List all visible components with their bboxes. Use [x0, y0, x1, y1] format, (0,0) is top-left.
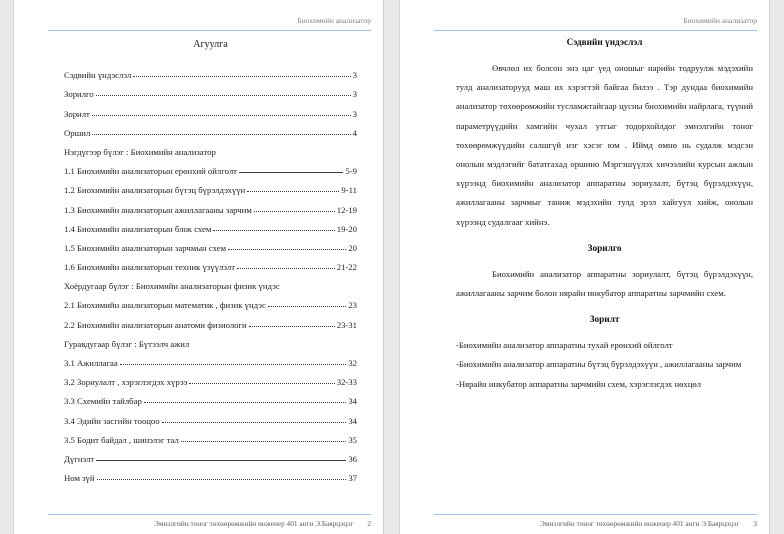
toc-leader [120, 364, 347, 365]
toc-entry[interactable] [64, 349, 357, 368]
toc-entry-label: Нэгдүгээр бүлэг : Биохимийн анализатор [64, 146, 216, 157]
toc-entry-label: Гуравдугаар бүлэг : Бүтээлч ажил [64, 338, 190, 349]
toc-page-number: 3 [352, 108, 357, 119]
toc-entry[interactable] [64, 426, 357, 445]
toc-entry[interactable] [64, 99, 357, 118]
page-header [434, 16, 757, 31]
page-number: 3 [753, 519, 757, 528]
toc-page-number: 19-20 [336, 223, 357, 234]
toc-entry[interactable] [64, 445, 357, 464]
toc-page-number: 20 [348, 242, 357, 253]
footer-text: Эмнэлгийн тоног төхөөрөмжийн инженер 401 анги Э.Баярцэцэг [540, 519, 740, 528]
toc-page-number: 32 [348, 358, 357, 368]
page-number: 2 [367, 519, 371, 528]
toc-entry-label: 3.3 Схемийн тайлбар [64, 396, 142, 407]
toc-page-number: 9-11 [341, 185, 357, 196]
toc-leader [97, 479, 347, 480]
document-page-left[interactable] [13, 0, 384, 534]
toc-page-number: 3 [352, 89, 357, 100]
toc-entry-label: Оршил [64, 127, 91, 138]
toc-leader [237, 268, 335, 269]
toc-title: Агуулга [193, 39, 228, 50]
toc-entry[interactable] [64, 234, 357, 253]
toc-leader [254, 211, 335, 212]
toc-leader [96, 95, 351, 96]
toc-leader [189, 383, 334, 384]
toc-page-number: 36 [348, 453, 357, 464]
toc-page-number: 37 [348, 473, 357, 484]
toc-leader [249, 326, 335, 327]
toc-entry-label: Зорилт [64, 108, 90, 119]
toc-page-number: 21-22 [336, 262, 357, 273]
paragraph: Биохимийн анализатор аппаратны зориулалт, бүтэц бүрэлдэхүүн, ажиллагааны зарчим болон нярайн инкубатор аппаратны зарчмийн схем. [456, 268, 753, 299]
page-header [48, 16, 371, 31]
toc-entry[interactable] [64, 119, 357, 138]
footer-text: Эмнэлгийн тоног төхөөрөмжийн инженер 401 анги Э.Баярцэцэг [154, 519, 354, 528]
toc-entry[interactable] [64, 464, 357, 483]
section-heading: Зорилго [587, 243, 622, 254]
toc-leader [268, 306, 346, 307]
toc-entry[interactable] [64, 195, 357, 214]
running-head: Биохимийн анализатор [297, 16, 371, 25]
toc-entry-label: 3.1 Ажиллагаа [64, 358, 118, 368]
toc-entry[interactable] [64, 368, 357, 387]
toc-section-heading [64, 330, 357, 349]
toc-entry-label: 1.1 Биохимийн анализаторын ерөнхий ойлголт [64, 166, 237, 177]
page-footer [434, 514, 757, 528]
toc-entry[interactable] [64, 176, 357, 195]
section-heading: Сэдвийн үндэслэл [566, 38, 643, 48]
toc-leader [133, 76, 350, 77]
toc-page-number: 23-31 [336, 319, 357, 330]
toc-page-number: 34 [348, 415, 357, 426]
toc-leader [247, 191, 339, 192]
page-footer [48, 514, 371, 528]
toc-leader [96, 460, 346, 461]
toc-page-number: 23 [348, 300, 357, 311]
toc-page-number: 3 [352, 70, 357, 81]
toc-entry-label: Сэдвийн үндэслэл [64, 70, 132, 81]
toc-page-number: 4 [352, 127, 357, 138]
toc-entry-label: Зорилго [64, 89, 94, 100]
paragraph: -Нярайн инкубатор аппаратны зарчмийн схем, хэрэглэгдэх нөхцөл [456, 378, 702, 389]
toc-entry[interactable] [64, 291, 357, 310]
toc-leader [228, 249, 346, 250]
paragraph: -Биохимийн анализатор аппаратны бүтэц бүрэлдэхүүн , ажиллагааны зарчим [456, 359, 742, 370]
toc-leader [144, 402, 347, 403]
toc-entry-label: Хоёрдугаар бүлэг : Биохимийн анализаторын физик үндэс [64, 281, 280, 292]
document-page-right[interactable] [399, 0, 770, 534]
paragraph: Өвчлөл их болсон энэ цаг үед оношыг нарийн тодруулж мэдэхийн тулд анализаторууд маш их хэрэгтэй байгаа билээ . Тэр дундаа биохимийн анализатор төхөөрөмжийн тусламжтайгаар цусны биохимийн найрлага, түүний параметрүүдийн хамгийн чухал утгыг тодорхойлдог эмнэлгийн тоног төхөөрөмжүүдийн салшгүй нэг хэсэг юм . Иймд өмнө нь судалж мэдсэн онолын мэдлэгийг бататгахад оршино Мэргэшүүлэх хичээлийн курсын ажлын хүрээнд биохимийн анализатор аппаратны зориулалт, бүтэц бүрэлдэхүүн, ажиллагааны зарчмыг таниж мэдэхийн тулд эрэл хайгуул хийж, онолын хүрээнд судалгааг хийнэ. [456, 63, 753, 227]
toc-section-heading [64, 138, 357, 157]
toc-entry-label: Ном зүй [64, 473, 95, 484]
toc-entry[interactable] [64, 215, 357, 234]
toc-page-number: 34 [348, 396, 357, 407]
toc-entry-label: 3.2 Зориулалт , хэрэглэгдэх хүрээ [64, 377, 188, 388]
toc-leader [92, 115, 351, 116]
toc-list [64, 61, 357, 483]
toc-leader [162, 422, 347, 423]
toc-leader [181, 441, 347, 442]
section-heading: Зорилт [589, 315, 620, 326]
toc-entry-label: 3.5 Бодит байдал , шинэлэг тал [64, 434, 179, 445]
running-head: Биохимийн анализатор [683, 16, 757, 25]
toc-leader [213, 230, 334, 231]
toc-page-number: 12-19 [336, 204, 357, 215]
toc-leader [92, 134, 350, 135]
toc-leader [239, 172, 343, 173]
table-of-contents [64, 39, 357, 483]
toc-page-number: 35 [348, 434, 357, 445]
toc-entry-label: 1.4 Биохимийн анализаторын блок схем [64, 223, 212, 234]
toc-entry[interactable] [64, 387, 357, 406]
toc-entry[interactable] [64, 310, 357, 329]
toc-entry-label: 1.6 Биохимийн анализаторын техник үзүүлэлт [64, 262, 235, 273]
toc-page-number: 5-9 [345, 166, 357, 177]
toc-section-heading [64, 272, 357, 291]
toc-entry-label: 2.1 Биохимийн анализаторын математик , физик үндэс [64, 300, 266, 311]
toc-entry-label: 1.2 Биохимийн анализаторын бүтэц бүрэлдэхүүн [64, 185, 246, 196]
toc-entry-label: 2.2 Биохимийн анализаторын анатоми физиологи [64, 319, 247, 330]
toc-entry[interactable] [64, 80, 357, 99]
toc-entry[interactable] [64, 61, 357, 80]
toc-entry-label: 3.4 Эдийн засгийн тооцоо [64, 415, 160, 426]
toc-entry[interactable] [64, 253, 357, 272]
sections [456, 37, 753, 394]
toc-entry[interactable] [64, 406, 357, 425]
toc-entry[interactable] [64, 157, 357, 176]
toc-entry-label: Дүгнэлт [64, 453, 95, 464]
toc-entry-label: 1.3 Биохимийн анализаторын ажиллагааны зарчим [64, 204, 252, 215]
paragraph: -Биохимийн анализатор аппаратны тухай ерөнхий ойлголт [456, 340, 673, 351]
toc-page-number: 32-33 [336, 377, 357, 388]
toc-entry-label: 1.5 Биохимийн анализаторын зарчмын схем [64, 242, 227, 253]
